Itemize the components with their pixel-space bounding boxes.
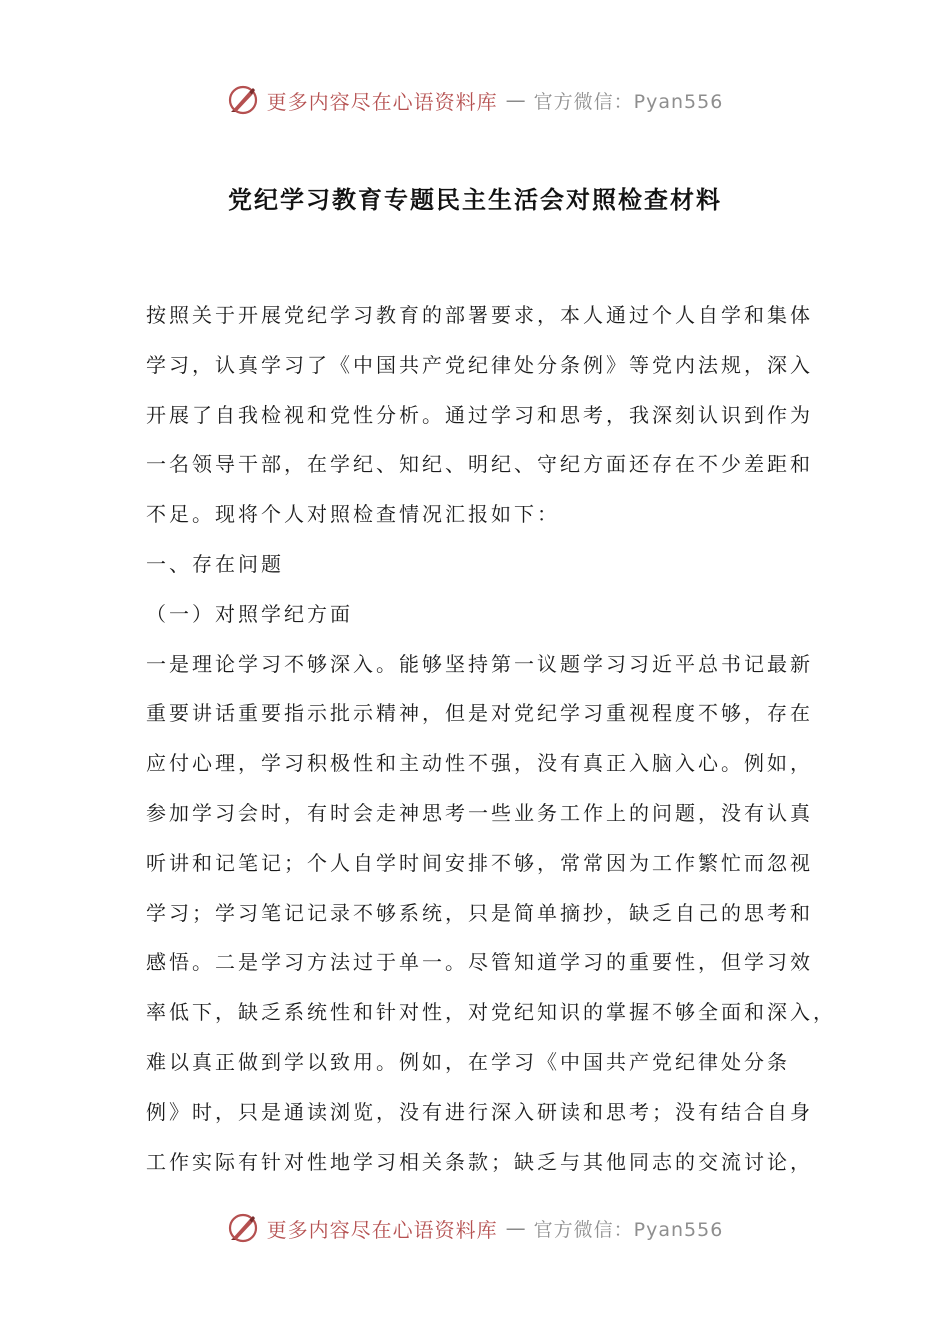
document-body [146,291,836,1187]
watermark-footer [0,1212,950,1244]
watermark-contact: 官方微信：Pyan556 [533,90,724,113]
body-line: 学习，认真学习了《中国共产党纪律处分条例》等党内法规，深入 [146,352,813,377]
body-line: 重要讲话重要指示批示精神，但是对党纪学习重视程度不够，存在 [146,701,813,726]
body-line: 参加学习会时，有时会走神思考一些业务工作上的问题，没有认真 [146,800,813,825]
watermark-separator: — [505,1216,526,1240]
pen-logo-icon [227,84,259,116]
body-line: 率低下，缺乏系统性和针对性，对党纪知识的掌握不够全面和深入， [146,1000,836,1025]
watermark-header [0,84,950,116]
body-line: 按照关于开展党纪学习教育的部署要求，本人通过个人自学和集体 [146,303,813,327]
body-line: 难以真正做到学以致用。例如，在学习《中国共产党纪律处分条 [146,1049,790,1074]
watermark-separator: — [505,88,526,112]
body-line: 一名领导干部，在学纪、知纪、明纪、守纪方面还存在不少差距和 [146,452,813,477]
section-heading: 一、存在问题 [146,551,284,576]
body-line: 感悟。二是学习方法过于单一。尽管知道学习的重要性，但学习效 [146,950,813,975]
body-line: 应付心理，学习积极性和主动性不强，没有真正入脑入心。例如， [146,751,813,776]
body-line: 工作实际有针对性地学习相关条款；缺乏与其他同志的交流讨论， [146,1149,813,1174]
body-line: 不足。现将个人对照检查情况汇报如下： [146,502,560,527]
watermark-brand: 更多内容尽在心语资料库 [266,1217,498,1242]
subsection-heading: （一）对照学纪方面 [146,601,353,626]
body-line: 开展了自我检视和党性分析。通过学习和思考，我深刻认识到作为 [146,402,813,427]
body-line: 学习；学习笔记记录不够系统，只是简单摘抄，缺乏自己的思考和 [146,900,813,925]
document-title: 党纪学习教育专题民主生活会对照检查材料 [228,186,722,214]
pen-logo-icon [227,1212,259,1244]
watermark-brand: 更多内容尽在心语资料库 [266,89,498,114]
body-line: 例》时，只是通读浏览，没有进行深入研读和思考；没有结合自身 [146,1099,813,1124]
body-line: 听讲和记笔记；个人自学时间安排不够，常常因为工作繁忙而忽视 [146,850,813,875]
watermark-contact: 官方微信：Pyan556 [533,1218,724,1241]
body-line: 一是理论学习不够深入。能够坚持第一议题学习习近平总书记最新 [146,651,813,676]
